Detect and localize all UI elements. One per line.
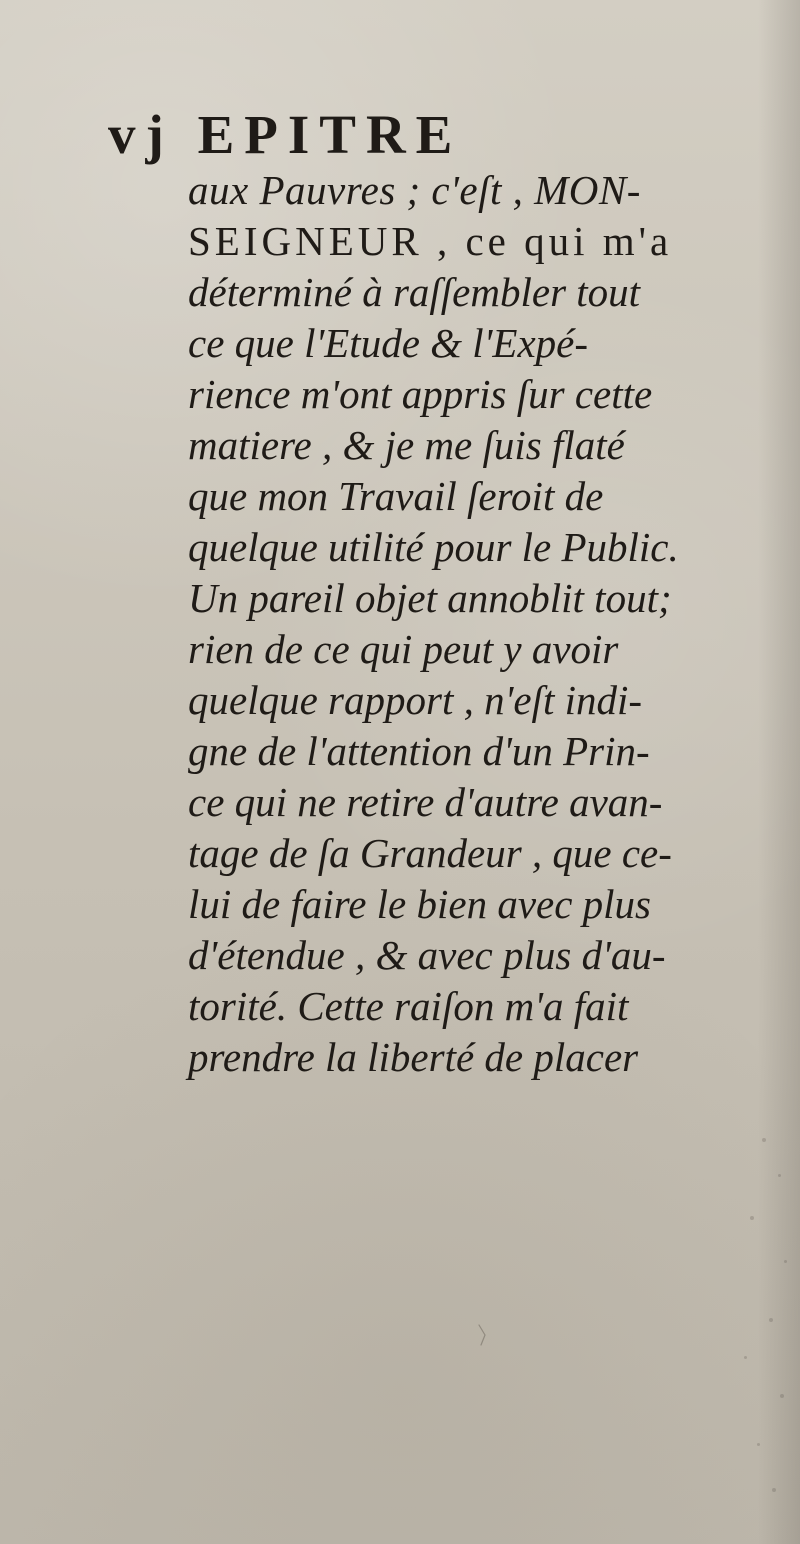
text-line: quelque rapport , n'eſt indi- bbox=[188, 677, 643, 723]
text-line: que mon Travail ſeroit de bbox=[188, 473, 604, 519]
text-line: matiere , & je me ſuis flaté bbox=[188, 422, 625, 468]
text-line: gne de l'attention d'un Prin- bbox=[188, 728, 650, 774]
text-line: torité. Cette raiſon m'a fait bbox=[188, 983, 629, 1029]
page-header bbox=[108, 103, 462, 166]
text-line: d'étendue , & avec plus d'au- bbox=[188, 932, 666, 978]
paper-speckles bbox=[690, 1120, 800, 1544]
text-line: rience m'ont appris ſur cette bbox=[188, 371, 653, 417]
page-number: vj bbox=[108, 104, 174, 165]
text-line: ce que l'Etude & l'Expé- bbox=[188, 320, 589, 366]
body-text bbox=[188, 165, 758, 1083]
text-line: lui de faire le bien avec plus bbox=[188, 881, 652, 927]
text-line: tage de ſa Grandeur , que ce- bbox=[188, 830, 672, 876]
text-line: Un pareil objet annoblit tout; bbox=[188, 575, 672, 621]
text-line: ce qui ne retire d'autre avan- bbox=[188, 779, 663, 825]
text-line: déterminé à raſſembler tout bbox=[188, 269, 641, 315]
text-line: SEIGNEUR , ce qui m'a bbox=[188, 218, 673, 264]
text-line: prendre la liberté de placer bbox=[188, 1034, 639, 1080]
paper-mark bbox=[476, 1323, 494, 1347]
text-line: quelque utilité pour le Public. bbox=[188, 524, 679, 570]
page-title: EPITRE bbox=[197, 104, 463, 165]
text-line: rien de ce qui peut y avoir bbox=[188, 626, 619, 672]
text-line: aux Pauvres ; c'eſt , MON- bbox=[188, 167, 641, 213]
